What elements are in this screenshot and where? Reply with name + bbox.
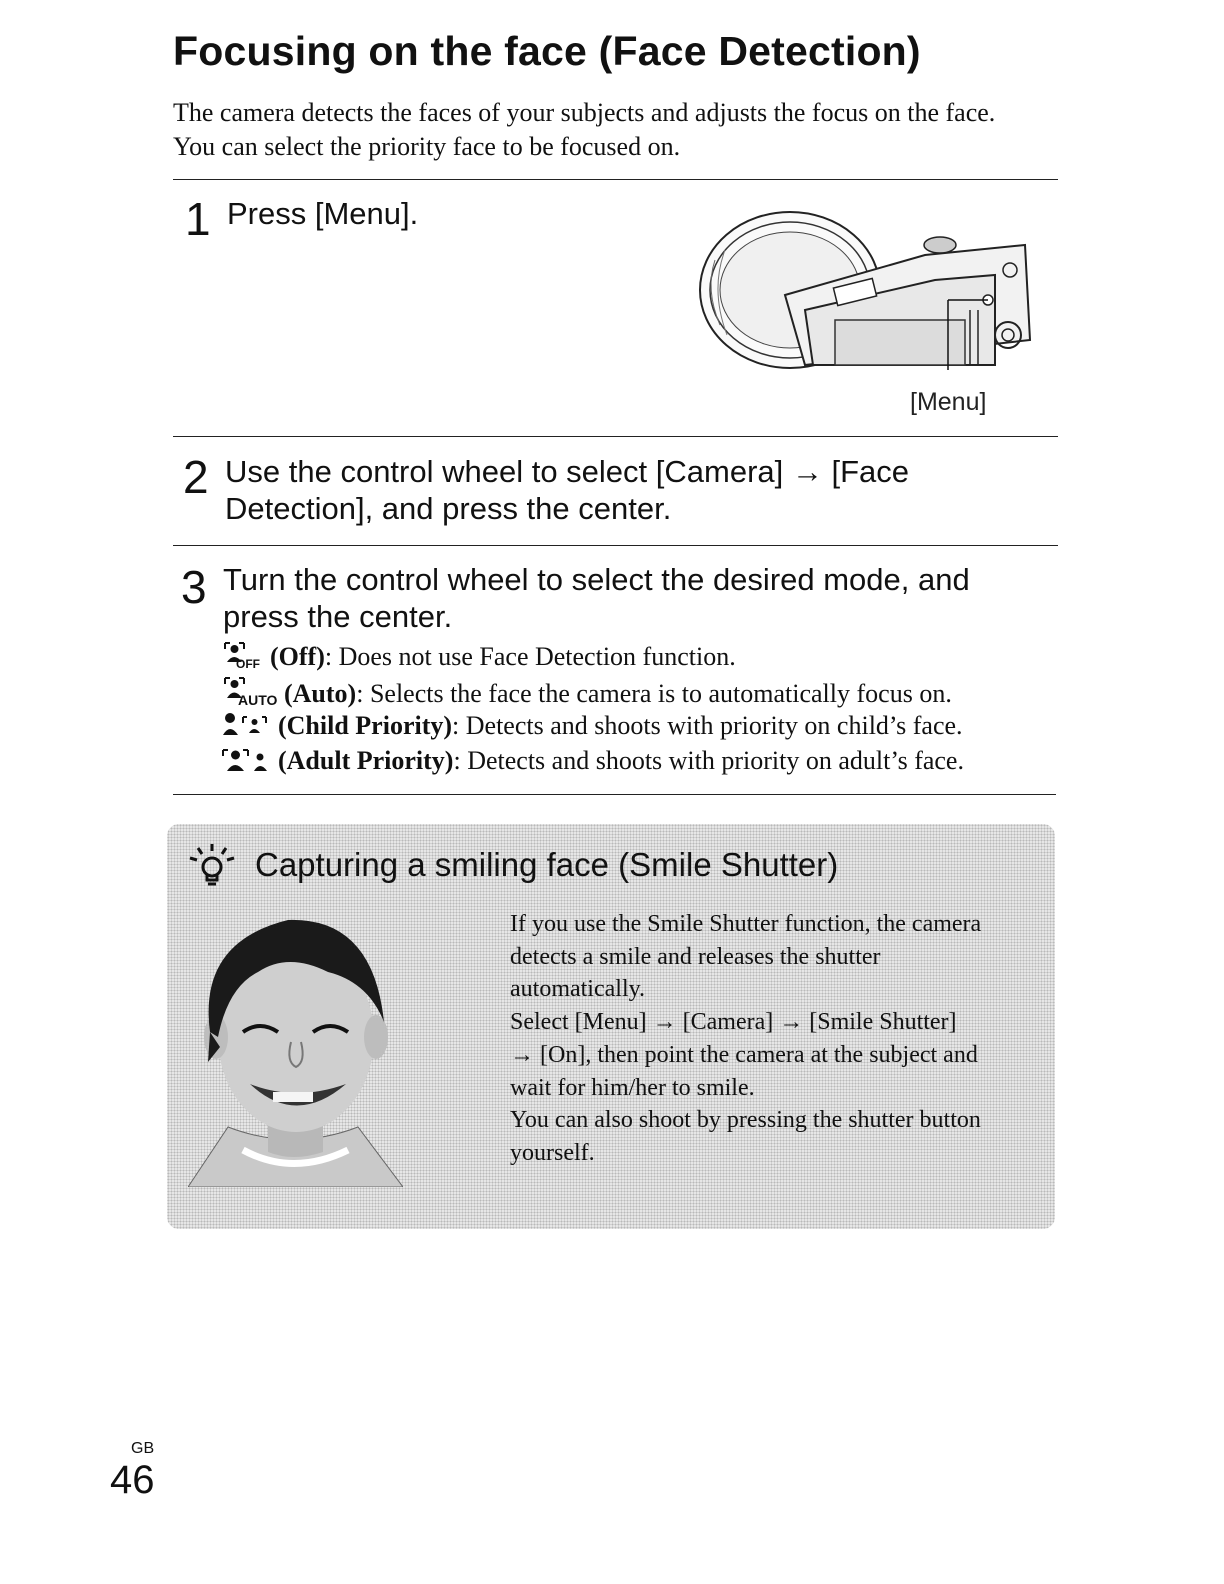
hint-line: → [On], then point the camera at the subject and xyxy=(510,1041,978,1068)
hint-line: wait for him/her to smile. xyxy=(510,1074,755,1101)
option-label: (Child Priority) xyxy=(278,711,453,740)
region-code: GB xyxy=(131,1440,155,1457)
step-3-text xyxy=(223,561,970,635)
svg-text:AUTO: AUTO xyxy=(238,692,278,707)
hint-line: detects a smile and releases the shutter xyxy=(510,943,881,970)
option-adult-priority xyxy=(222,745,964,777)
divider xyxy=(173,436,1058,437)
option-description: : Does not use Face Detection function. xyxy=(324,642,736,671)
option-description: : Detects and shoots with priority on adult’s face. xyxy=(453,746,964,775)
intro-line: The camera detects the faces of your subjects and adjusts the focus on the face. xyxy=(173,98,996,127)
hint-line: You can also shoot by pressing the shutter button xyxy=(510,1107,981,1134)
option-description: : Detects and shoots with priority on child’s face. xyxy=(452,711,963,740)
step-2-number: 2 xyxy=(183,451,209,503)
divider xyxy=(173,794,1056,795)
hint-title: Capturing a smiling face (Smile Shutter) xyxy=(255,846,839,883)
hint-line: yourself. xyxy=(510,1139,595,1166)
step-1-number: 1 xyxy=(185,193,211,245)
lightbulb-hint-icon xyxy=(188,842,240,890)
child-priority-icon xyxy=(222,711,272,739)
option-child-priority xyxy=(222,710,963,742)
hint-line: If you use the Smile Shutter function, the camera xyxy=(510,911,982,937)
camera-illustration xyxy=(695,200,1040,370)
option-label: (Adult Priority) xyxy=(278,746,454,775)
divider xyxy=(173,179,1058,180)
option-label: (Auto) xyxy=(284,679,357,708)
option-auto xyxy=(222,675,952,710)
face-detection-auto-icon xyxy=(222,675,278,707)
hint-line: Select [Menu] → [Camera] → [Smile Shutter] xyxy=(510,1009,957,1036)
menu-button-callout: [Menu] xyxy=(910,388,987,416)
smiling-child-photo xyxy=(188,912,403,1187)
step-1-text: Press [Menu]. xyxy=(227,196,419,231)
face-detection-off-icon xyxy=(222,640,264,670)
adult-priority-icon xyxy=(222,746,272,774)
step-3-number: 3 xyxy=(181,561,207,613)
intro-line: You can select the priority face to be focused on. xyxy=(173,132,681,161)
hint-line: automatically. xyxy=(510,976,646,1003)
hint-body xyxy=(510,908,1035,1170)
step-2-line: Use the control wheel to select [Camera] → [Face xyxy=(225,454,910,489)
divider xyxy=(173,545,1058,546)
page-title: Focusing on the face (Face Detection) xyxy=(173,28,921,74)
step-3-line: press the center. xyxy=(223,599,453,634)
step-3-line: Turn the control wheel to select the desired mode, and xyxy=(223,562,970,597)
svg-text:OFF: OFF xyxy=(236,657,260,670)
step-2-line: Detection], and press the center. xyxy=(225,491,672,526)
intro-paragraph xyxy=(173,96,1073,164)
option-off xyxy=(222,640,736,673)
option-description: : Selects the face the camera is to automatically focus on. xyxy=(356,679,952,708)
option-label: (Off) xyxy=(270,642,325,671)
step-2-text xyxy=(225,453,909,527)
page-number: 46 xyxy=(110,1458,155,1502)
